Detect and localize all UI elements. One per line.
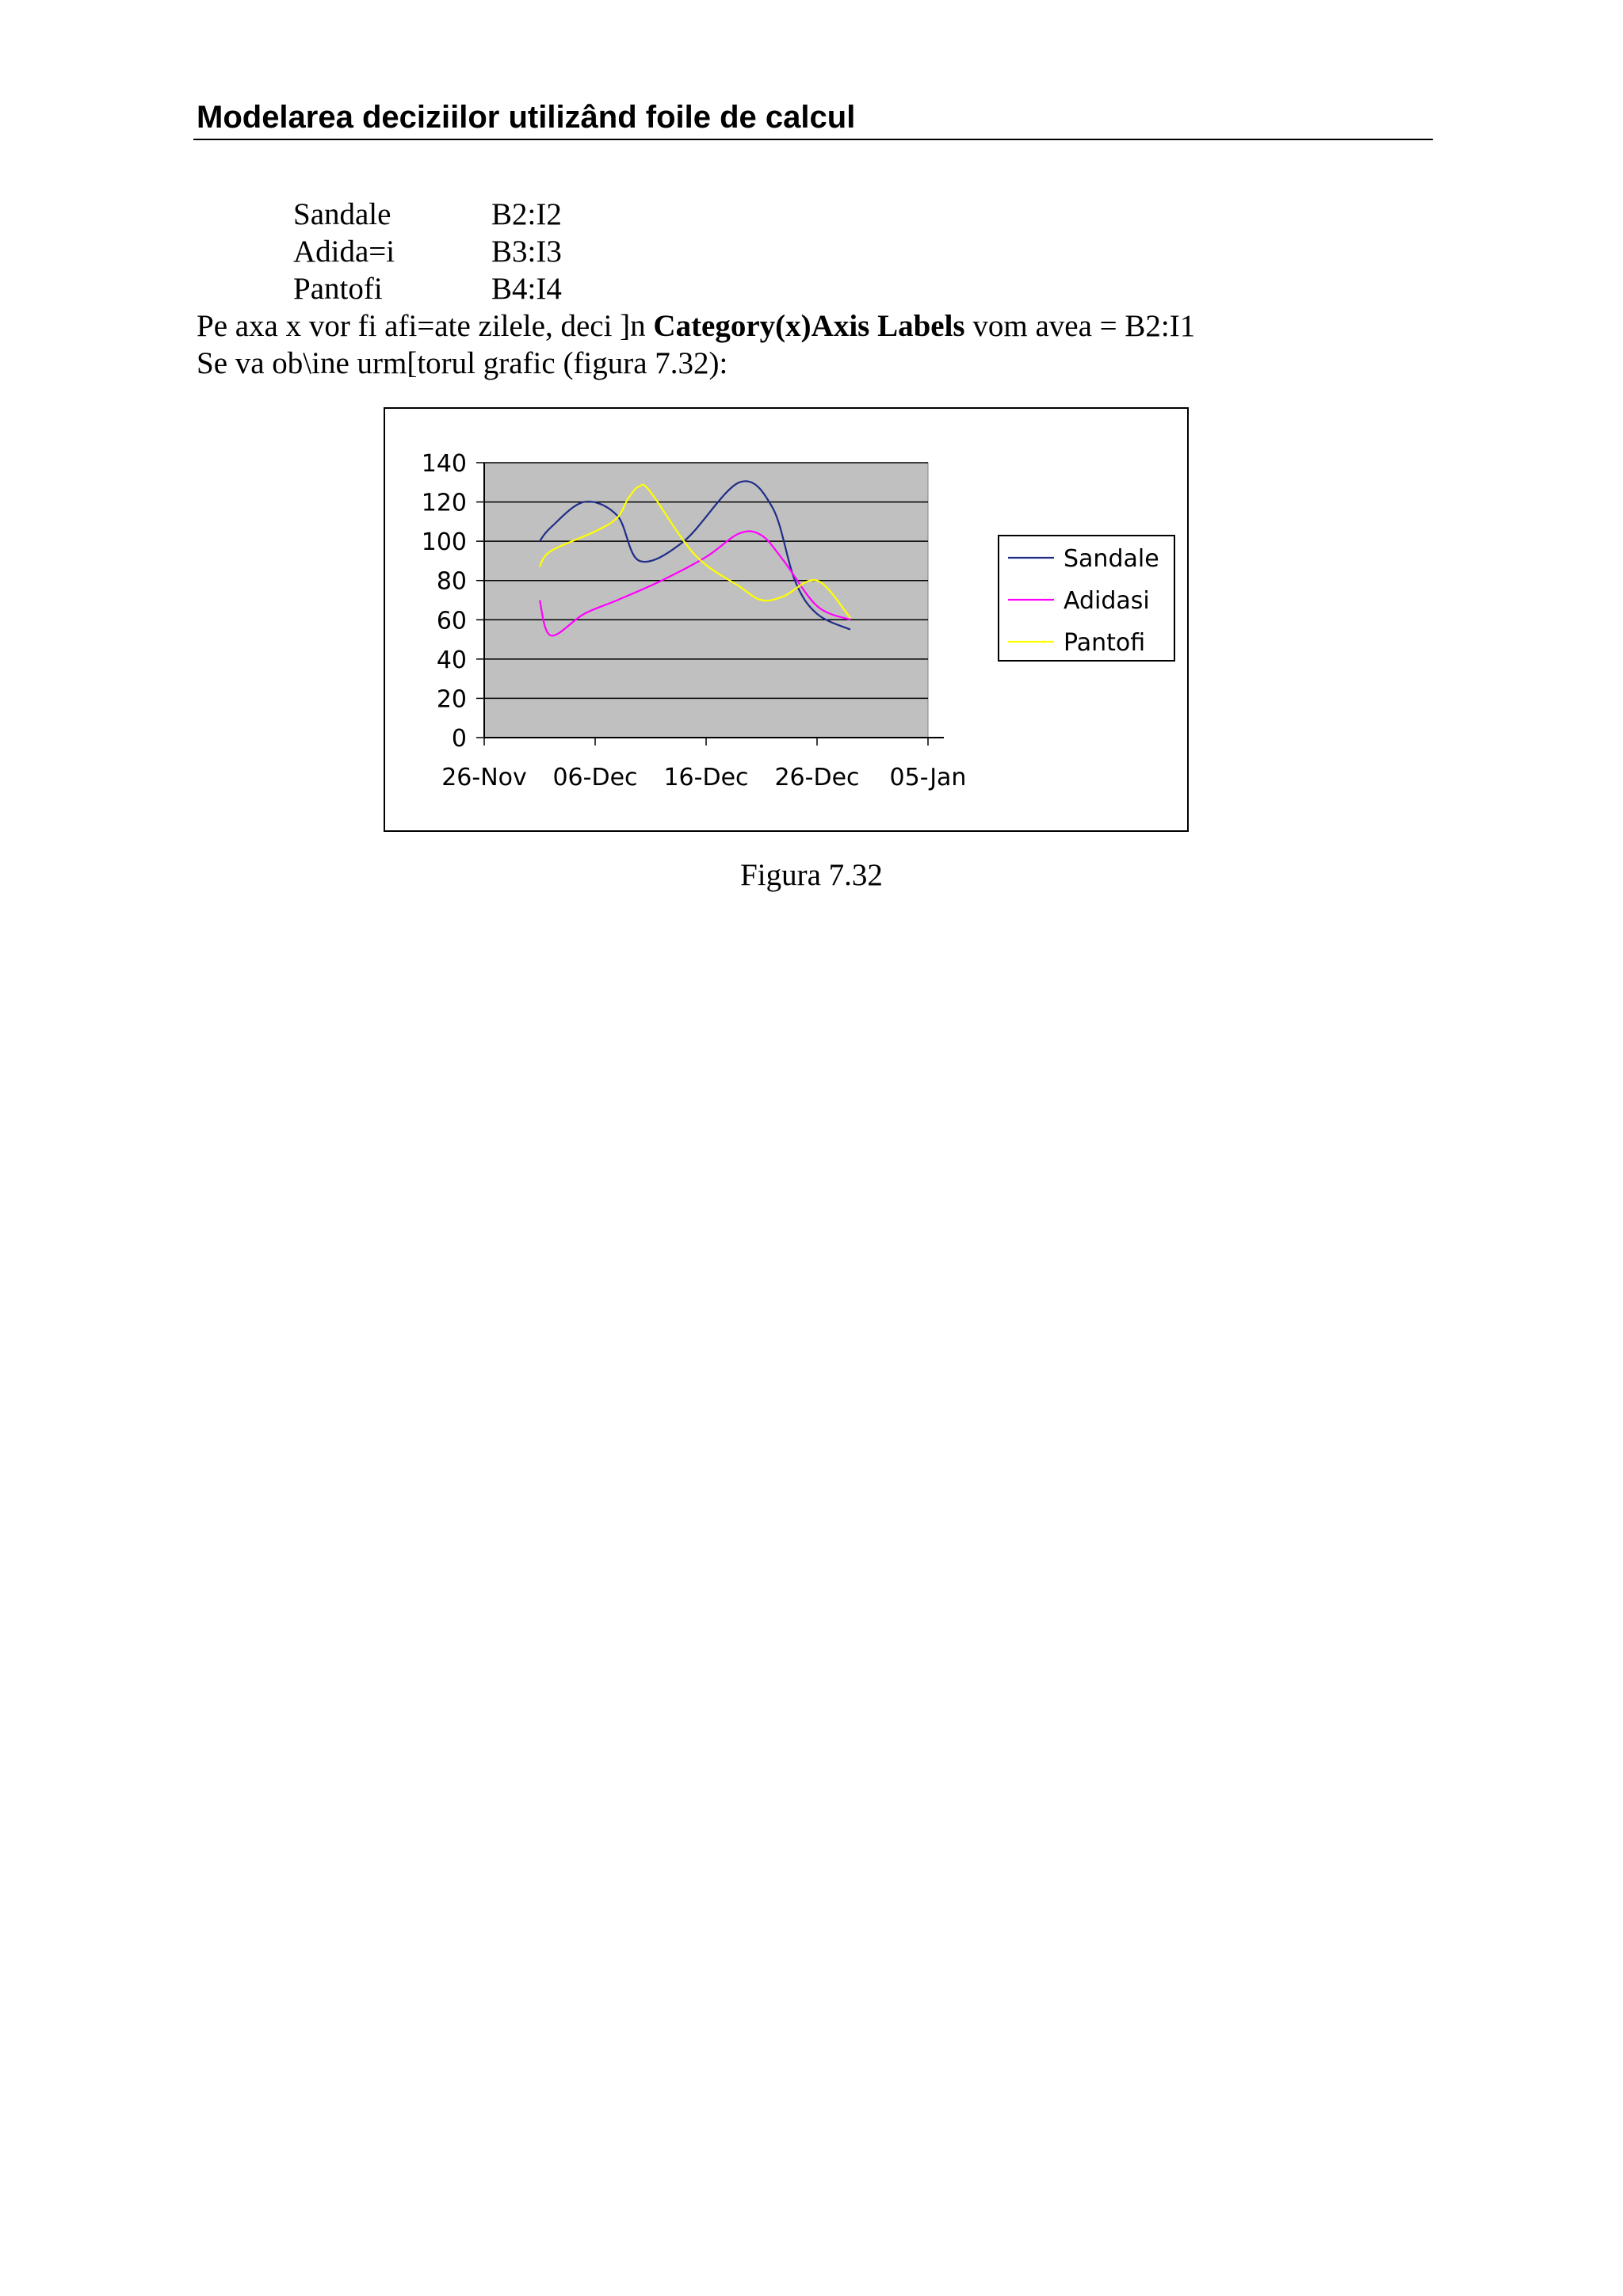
paragraph-text: vom avea = B2:I1	[964, 309, 1196, 343]
range-name: Pantofi	[293, 272, 383, 306]
header-rule	[193, 139, 1433, 140]
x-tick-label: 05-Jan	[889, 764, 967, 791]
y-tick-label: 60	[436, 607, 467, 635]
y-tick-label: 20	[436, 685, 467, 714]
y-tick-label: 0	[451, 725, 467, 753]
x-tick-label: 06-Dec	[552, 764, 638, 791]
legend-label: Pantofi	[1064, 629, 1146, 657]
chart-figure	[384, 407, 1189, 832]
x-tick-label: 16-Dec	[663, 764, 749, 791]
x-tick-label: 26-Dec	[774, 764, 860, 791]
page-header-title: Modelarea deciziilor utilizând foile de calcul	[197, 100, 856, 135]
paragraph-result: Se va ob\ine urm[torul grafic (figura 7.32):	[197, 346, 728, 380]
plot-area	[484, 463, 928, 738]
y-tick-label: 140	[421, 450, 467, 478]
range-name: Adida=i	[293, 235, 395, 269]
y-tick-label: 120	[421, 489, 467, 517]
legend-label: Sandale	[1064, 545, 1159, 573]
line-chart	[385, 409, 1187, 830]
y-tick-label: 100	[421, 528, 467, 557]
y-tick-label: 80	[436, 567, 467, 596]
legend-label: Adidasi	[1064, 587, 1150, 615]
paragraph-bold-term: Category(x)Axis Labels	[653, 309, 965, 343]
figure-caption: Figura 7.32	[740, 858, 883, 892]
range-ref: B3:I3	[491, 235, 562, 269]
range-ref: B4:I4	[491, 272, 562, 306]
range-name: Sandale	[293, 197, 391, 231]
paragraph-axis-labels	[197, 308, 1195, 345]
y-tick-label: 40	[436, 646, 467, 674]
paragraph-text: Pe axa x vor fi afi=ate zilele, deci ]n	[197, 309, 654, 343]
range-ref: B2:I2	[491, 197, 562, 231]
x-tick-label: 26-Nov	[441, 764, 527, 791]
